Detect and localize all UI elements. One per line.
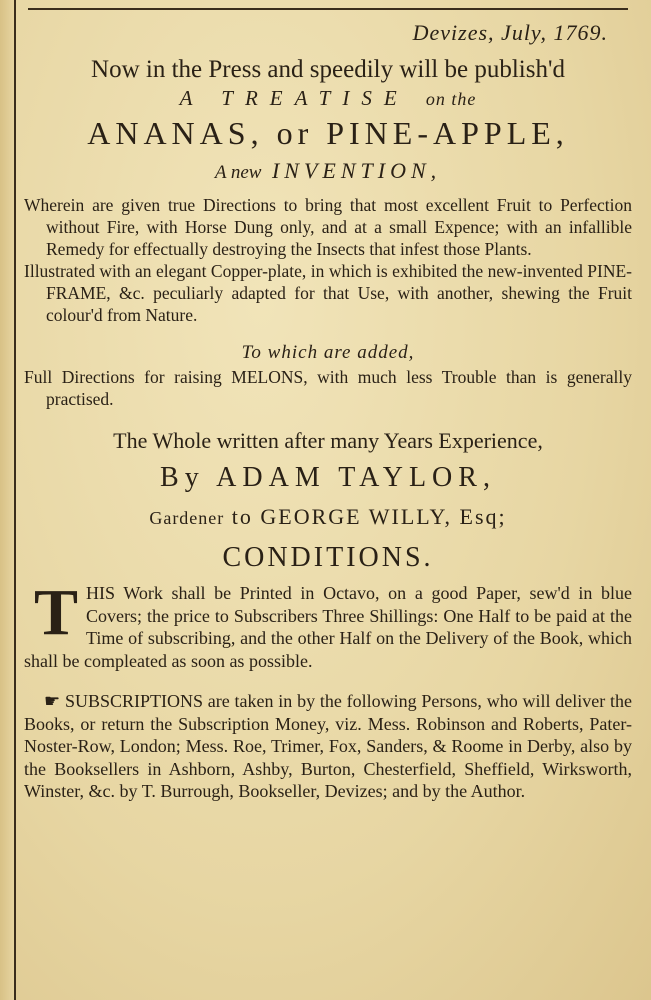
conditions-heading: CONDITIONS. bbox=[222, 542, 434, 573]
conditions-text: HIS Work shall be Printed in Octavo, on a good Paper, sew'd in blue Covers; the price to Subscribers Three Shillings: One Half to be paid at the Time of subscribing, and the other Half on the Delivery of the Book, which shall be compleated as soon as possible. bbox=[24, 583, 632, 671]
wherein-paragraph: Wherein are given true Directions to bring that most excellent Fruit to Perfection without Fire, with Horse Dung only, and at a small Expence; with an infallible Remedy for effectually destroying the Insects that infest those Plants. bbox=[24, 195, 632, 259]
gardener-line bbox=[24, 504, 632, 530]
drop-cap: T bbox=[34, 576, 79, 649]
book-title: ANANAS, or PINE-APPLE, bbox=[87, 115, 569, 151]
a-new: A new bbox=[214, 162, 262, 183]
invention-line bbox=[24, 158, 632, 184]
conditions-paragraph bbox=[24, 576, 632, 672]
treatise-line bbox=[24, 86, 632, 111]
advertisement bbox=[24, 14, 632, 821]
treatise-word: A TREATISE bbox=[179, 86, 409, 110]
gardener-word: Gardener bbox=[149, 508, 225, 528]
whole-line: The Whole written after many Years Experience, bbox=[113, 428, 543, 453]
pointing-hand-icon: ☛ bbox=[44, 691, 61, 711]
subscriptions-paragraph bbox=[24, 690, 632, 803]
dateline: Devizes, July, 1769. bbox=[412, 20, 608, 45]
author-line: By ADAM TAYLOR, bbox=[160, 462, 496, 493]
top-rule bbox=[28, 8, 628, 10]
melons-paragraph: Full Directions for raising MELONS, with much less Trouble than is generally practised. bbox=[24, 367, 632, 409]
illustrated-paragraph: Illustrated with an elegant Copper-plate, in which is exhibited the new-invented PINE-FRAME, &c. peculiarly adapted for that Use, with another, shewing the Fruit colour'd from Nature. bbox=[24, 261, 632, 325]
on-the: on the bbox=[425, 89, 477, 109]
gardener-employer: to GEORGE WILLY, Esq; bbox=[231, 504, 507, 529]
invention-word: INVENTION, bbox=[271, 158, 442, 183]
left-column-rule bbox=[0, 0, 16, 1000]
added-heading: To which are added, bbox=[241, 342, 415, 363]
press-line: Now in the Press and speedily will be publish'd bbox=[91, 56, 565, 83]
subscriptions-text: SUBSCRIPTIONS are taken in by the following Persons, who will deliver the Books, or return the Subscription Money, viz. Mess. Robinson and Roberts, Pater-Noster-Row, London; Mess. Roe, Trimer, Fox, Sanders, & Roome in Derby, also by the Booksellers in Ashborn, Ashby, Burton, Chesterfield, Sheffield, Wirksworth, Winster, &c. by T. Burrough, Bookseller, Devizes; and by the Author. bbox=[24, 691, 633, 801]
